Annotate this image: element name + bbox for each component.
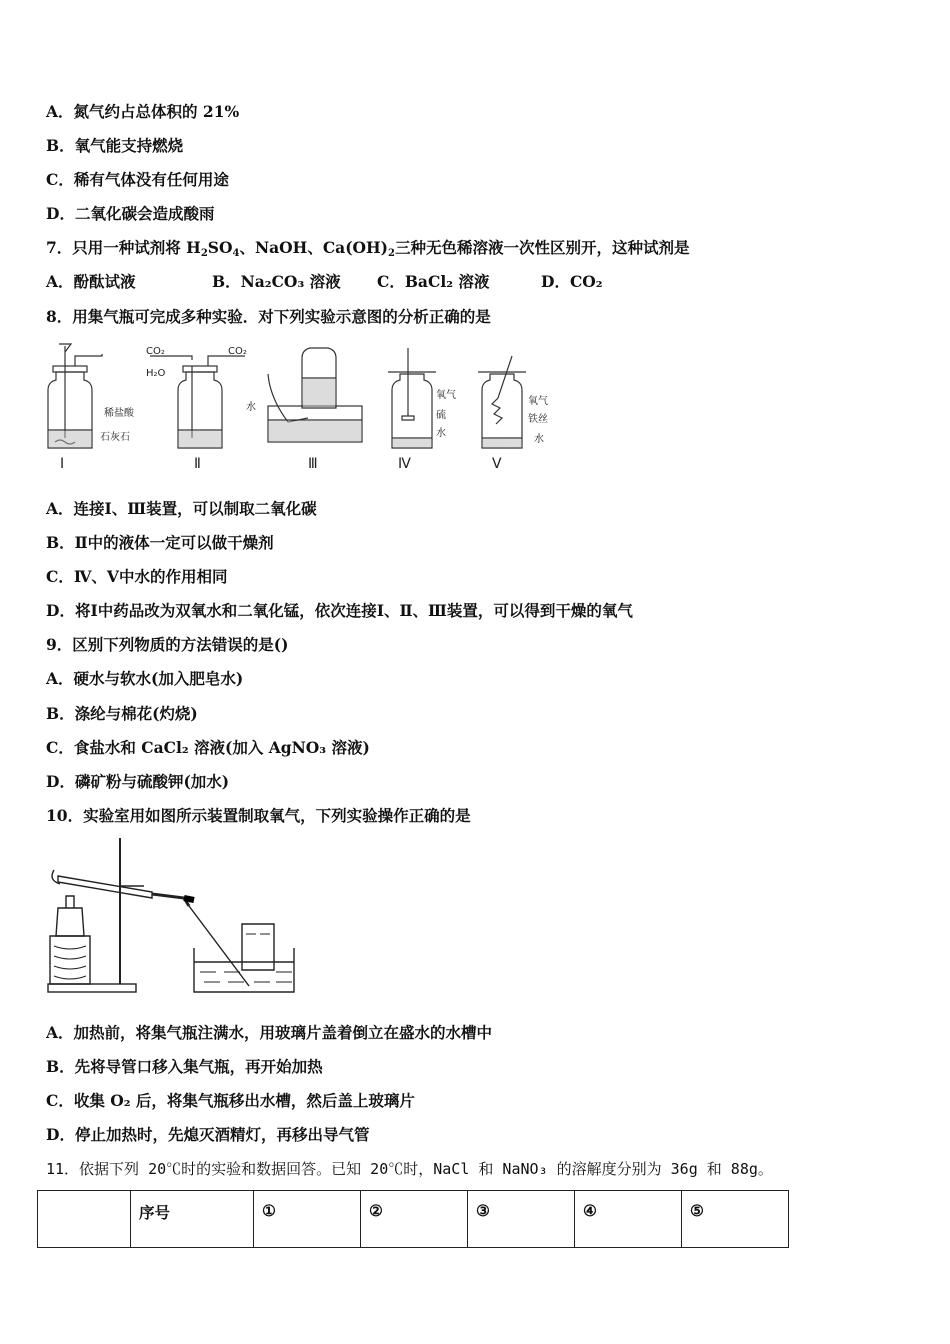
- table-cell: ①: [254, 1191, 361, 1248]
- fig-label-oxygen-5: 氧气: [528, 396, 548, 407]
- q9-option-b: B．涤纶与棉花(灼烧): [46, 704, 198, 723]
- q7-option-c: C．BaCl₂ 溶液: [377, 272, 490, 291]
- fig-roman-3: Ⅲ: [308, 456, 318, 472]
- q10-stem: 10．实验室用如图所示装置制取氧气，下列实验操作正确的是: [46, 806, 471, 825]
- q10-option-b: B．先将导管口移入集气瓶，再开始加热: [46, 1057, 323, 1076]
- q7-options: [46, 272, 603, 292]
- q10-option-c: C．收集 O₂ 后，将集气瓶移出水槽，然后盖上玻璃片: [46, 1091, 415, 1110]
- q8-option-b: B．Ⅱ中的液体一定可以做干燥剂: [46, 533, 274, 552]
- q7-stem: 7．只用一种试剂将 $H_2SO_4$、NaOH、$Ca(OH)_2$三种无色稀溶液一次性区别开，这种试剂是: [46, 238, 690, 259]
- fig-label-water-4: 水: [436, 428, 446, 439]
- q7-option-a: A．酚酞试液: [46, 272, 136, 291]
- q7-option-d: D．CO₂: [541, 272, 603, 291]
- q11-stem: 11．依据下列 20℃时的实验和数据回答。已知 20℃时，NaCl 和 NaNO₃ 的溶解度分别为 36g 和 88g。: [46, 1160, 773, 1178]
- q8-option-d: D．将Ⅰ中药品改为双氧水和二氧化锰，依次连接Ⅰ、Ⅱ、Ⅲ装置，可以得到干燥的氧气: [46, 601, 633, 620]
- q10-option-d: D．停止加热时，先熄灭酒精灯，再移出导气管: [46, 1125, 370, 1144]
- fig-label-sulfur: 硫: [436, 410, 446, 421]
- fig-roman-4: Ⅳ: [398, 456, 411, 472]
- q9-option-d: D．磷矿粉与硫酸钾(加水): [46, 772, 230, 791]
- q8-stem: 8．用集气瓶可完成多种实验．对下列实验示意图的分析正确的是: [46, 307, 491, 326]
- fig-roman-2: Ⅱ: [194, 456, 201, 472]
- table-cell: ③: [468, 1191, 575, 1248]
- fig-label-h2o: H₂O: [146, 368, 166, 379]
- fig-label-co2-in: CO₂: [146, 346, 165, 357]
- q10-oxygen-apparatus-figure: [44, 836, 304, 1000]
- table-cell: [38, 1191, 131, 1248]
- table-cell: ②: [361, 1191, 468, 1248]
- fig-label-limestone: 石灰石: [100, 432, 130, 443]
- q7-stem-pre: 7．只用一种试剂将 H: [46, 238, 201, 257]
- fig-label-co2-out: CO₂: [228, 346, 247, 357]
- table-cell: ⑤: [682, 1191, 789, 1248]
- fig-roman-5: Ⅴ: [492, 456, 502, 472]
- q8-option-a: A．连接Ⅰ、Ⅲ装置，可以制取二氧化碳: [46, 499, 317, 518]
- fig-roman-1: Ⅰ: [60, 456, 65, 472]
- q8-apparatus-figure: [40, 338, 560, 478]
- fig-label-water-5: 水: [534, 434, 544, 445]
- q9-stem: 9．区别下列物质的方法错误的是(): [46, 635, 289, 654]
- q7-stem-post: 三种无色稀溶液一次性区别开，这种试剂是: [395, 238, 690, 257]
- table-row: [38, 1191, 789, 1248]
- q6-option-a: A．氮气约占总体积的 21%: [46, 102, 240, 121]
- q6-option-b: B．氧气能支持燃烧: [46, 136, 184, 155]
- fig-label-oxygen-4: 氧气: [436, 390, 456, 401]
- q10-option-a: A．加热前，将集气瓶注满水，用玻璃片盖着倒立在盛水的水槽中: [46, 1023, 493, 1042]
- fig-label-dilute-hcl: 稀盐酸: [104, 408, 134, 419]
- table-cell: ④: [575, 1191, 682, 1248]
- q7-option-b: B．Na₂CO₃ 溶液: [212, 272, 341, 291]
- table-cell: 序号: [131, 1191, 254, 1248]
- fig-label-iron-wire: 铁丝: [528, 414, 548, 425]
- q6-option-c: C．稀有气体没有任何用途: [46, 170, 229, 189]
- q9-option-a: A．硬水与软水(加入肥皂水): [46, 669, 244, 688]
- q6-option-d: D．二氧化碳会造成酸雨: [46, 204, 215, 223]
- q9-option-c: C．食盐水和 CaCl₂ 溶液(加入 AgNO₃ 溶液): [46, 738, 370, 757]
- q8-option-c: C．Ⅳ、Ⅴ中水的作用相同: [46, 567, 228, 586]
- q11-data-table: [37, 1190, 789, 1248]
- fig-label-water-3: 水: [246, 402, 256, 413]
